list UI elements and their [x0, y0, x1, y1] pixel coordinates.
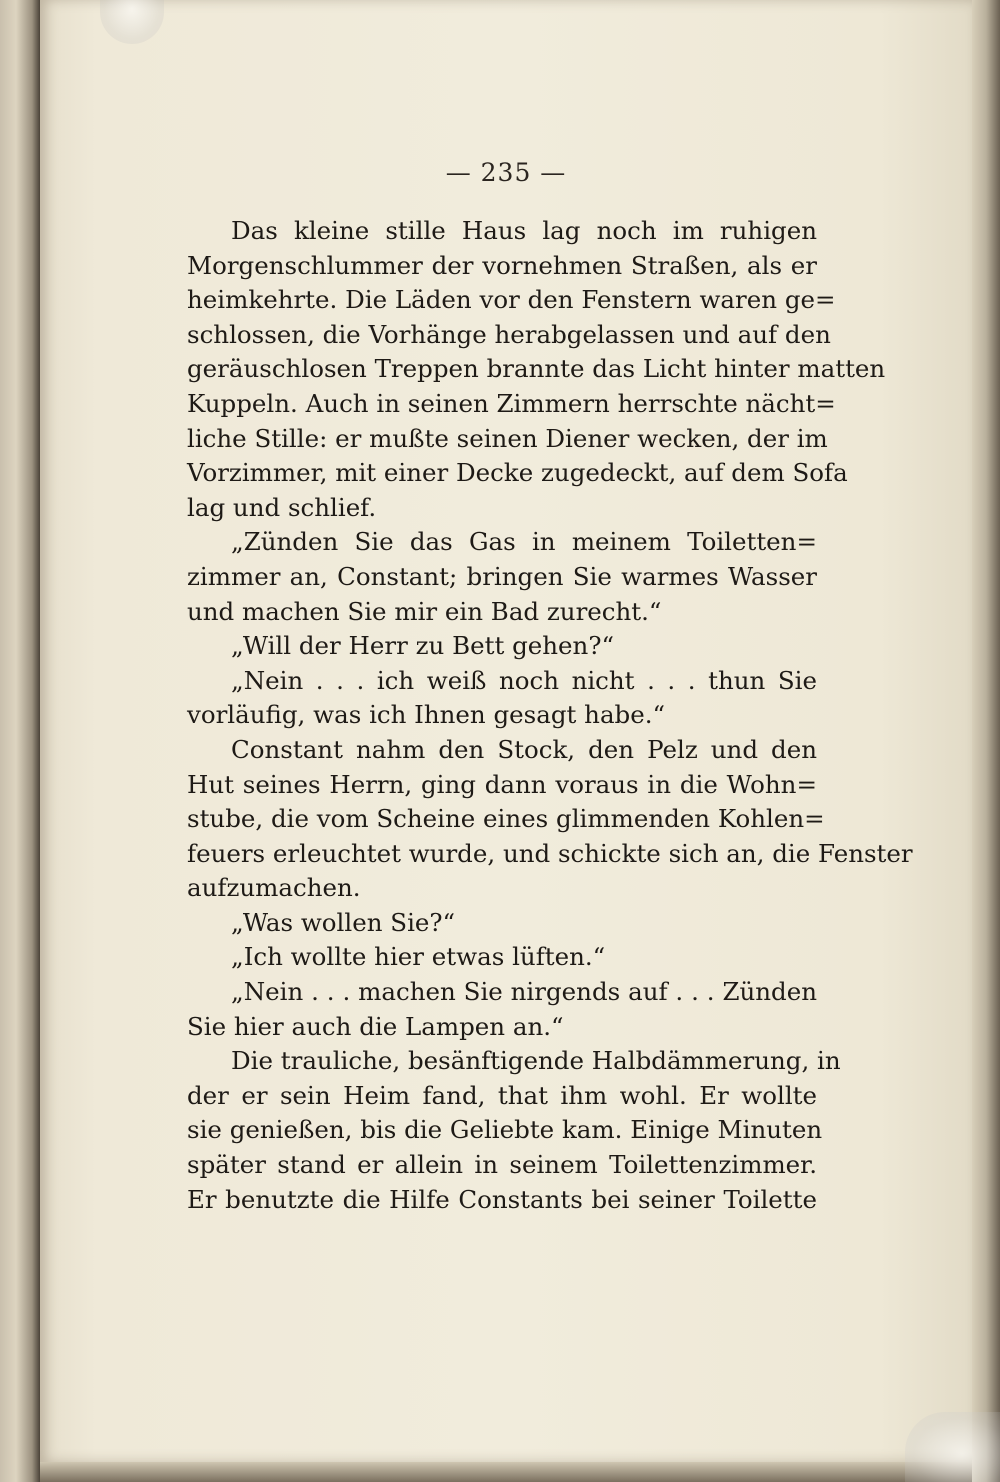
- text-line: der er sein Heim fand, that ihm wohl. Er wollte: [187, 1080, 817, 1110]
- text-line: stube, die vom Scheine eines glimmenden Kohlen=: [187, 804, 825, 834]
- text-line: lag und schlief.: [187, 492, 377, 522]
- text-line: „Ich wollte hier etwas lüften.“: [231, 942, 606, 972]
- text-line: heimkehrte. Die Läden vor den Fenstern waren ge=: [187, 285, 836, 315]
- text-line: Er benutzte die Hilfe Constants bei seiner Toilette: [187, 1184, 817, 1214]
- text-line: Vorzimmer, mit einer Decke zugedeckt, auf dem Sofa: [187, 458, 848, 488]
- text-line: „Was wollen Sie?“: [231, 907, 456, 937]
- text-line: „Nein . . . ich weiß noch nicht . . . thun Sie: [231, 665, 817, 695]
- text-line: Hut seines Herrn, ging dann voraus in die Wohn=: [187, 769, 817, 799]
- page-stack-edge: [972, 0, 1000, 1482]
- text-line: Morgenschlummer der vornehmen Straßen, als er: [187, 250, 817, 280]
- text-line: Sie hier auch die Lampen an.“: [187, 1011, 564, 1041]
- text-line: feuers erleuchtet wurde, und schickte sich an, die Fenster: [187, 838, 913, 868]
- page-number: — 235 —: [445, 158, 567, 187]
- text-line: Kuppeln. Auch in seinen Zimmern herrschte nächt=: [187, 388, 836, 418]
- page-bottom-edge: [40, 1462, 972, 1482]
- text-line: später stand er allein in seinem Toilettenzimmer.: [187, 1150, 817, 1180]
- text-line: aufzumachen.: [187, 873, 361, 903]
- text-line: „Zünden Sie das Gas in meinem Toiletten=: [231, 527, 817, 557]
- text-line: Das kleine stille Haus lag noch im ruhigen: [231, 216, 817, 245]
- text-line: sie genießen, bis die Geliebte kam. Einige Minuten: [187, 1115, 823, 1145]
- text-line: „Will der Herr zu Bett gehen?“: [231, 631, 614, 661]
- text-line: vorläufig, was ich Ihnen gesagt habe.“: [187, 700, 666, 730]
- clamp-bottom: [905, 1412, 1000, 1482]
- text-line: zimmer an, Constant; bringen Sie warmes Wasser: [187, 561, 817, 591]
- text-line: und machen Sie mir ein Bad zurecht.“: [187, 596, 662, 626]
- text-line: Constant nahm den Stock, den Pelz und den: [231, 734, 817, 764]
- text-line: „Nein . . . machen Sie nirgends auf . . . Zünden: [231, 977, 817, 1007]
- book-page: [40, 0, 972, 1462]
- text-line: liche Stille: er mußte seinen Diener wecken, der im: [187, 423, 828, 453]
- facing-page-edge: [0, 0, 40, 1482]
- text-line: Die trauliche, besänftigende Halbdämmerung, in: [231, 1046, 841, 1076]
- text-line: schlossen, die Vorhänge herabgelassen und auf den: [187, 319, 831, 349]
- text-line: geräuschlosen Treppen brannte das Licht hinter matten: [187, 354, 886, 384]
- body-text: [187, 214, 913, 1217]
